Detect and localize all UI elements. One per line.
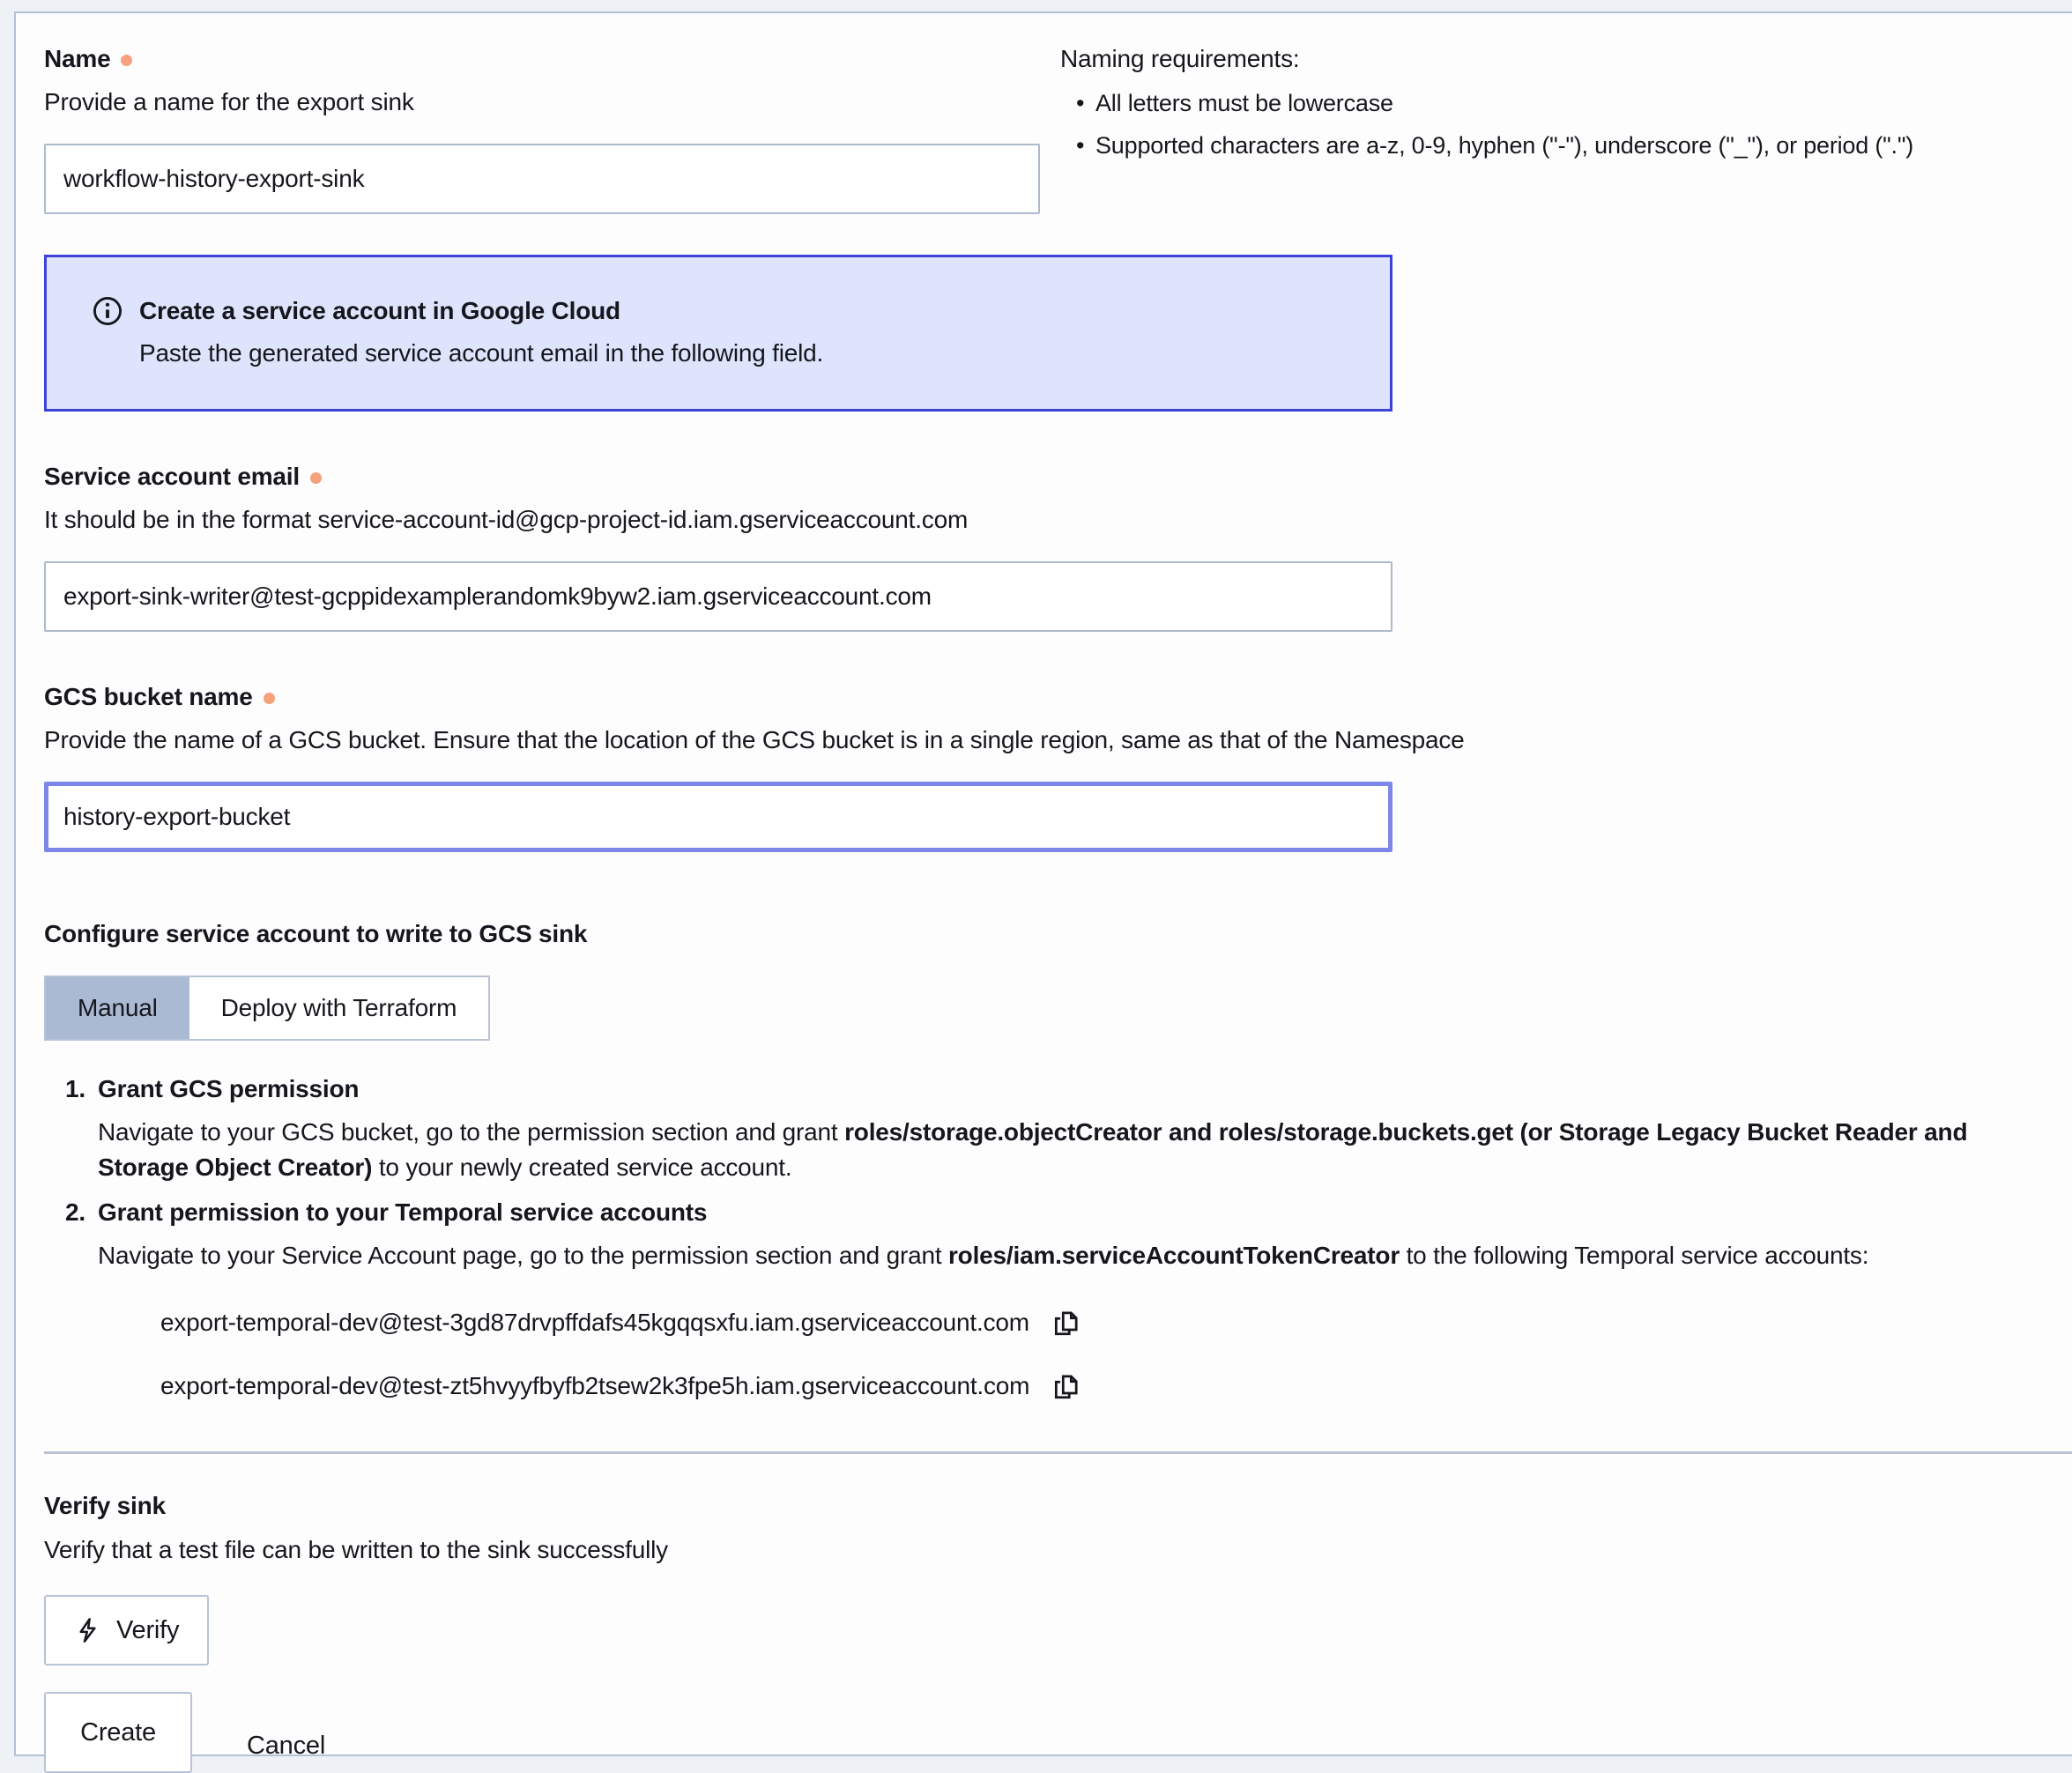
service-account-email: export-temporal-dev@test-3gd87drvpffdafs45kgqqsxfu.iam.gserviceaccount.com: [160, 1309, 1029, 1336]
info-banner-description: Paste the generated service account email in the following field.: [139, 339, 824, 367]
service-account-field-group: [44, 461, 2039, 632]
service-account-description: It should be in the format service-account-id@gcp-project-id.iam.gserviceaccount.com: [44, 506, 969, 533]
verify-button-label: Verify: [116, 1615, 180, 1644]
tab-manual[interactable]: Manual: [46, 977, 189, 1039]
naming-requirement-item: [1060, 87, 2039, 119]
configure-steps: [44, 1072, 2039, 1273]
create-button[interactable]: Create: [44, 1692, 192, 1773]
step-number: 2.: [65, 1198, 85, 1226]
name-label: Name: [44, 45, 111, 72]
bucket-description: Provide the name of a GCS bucket. Ensure that the location of the GCS bucket is in a single region, same as that of the Namespace: [44, 726, 1465, 753]
step-title: Grant GCS permission: [98, 1075, 360, 1102]
temporal-service-account-list: [44, 1305, 2039, 1404]
required-dot: [310, 472, 322, 484]
step-text-normal: Navigate to your GCS bucket, go to the permission section and grant: [98, 1118, 845, 1146]
copy-button[interactable]: [1049, 1305, 1084, 1340]
step-number: 1.: [65, 1075, 85, 1102]
verify-sink-title: Verify sink: [44, 1492, 166, 1519]
step-text-normal: to the following Temporal service accounts:: [1400, 1242, 1869, 1269]
step-text-normal: to your newly created service account.: [372, 1154, 792, 1181]
info-icon: [91, 294, 124, 328]
info-banner: [44, 255, 1392, 412]
step-text-bold: roles/storage.objectCreator and roles/storage.buckets.get (or Storage Legacy Bucket Reader and Storage Object Creator): [98, 1118, 1968, 1181]
service-account-email-input[interactable]: [44, 561, 1392, 632]
copy-button[interactable]: [1049, 1369, 1084, 1404]
top-row: [44, 43, 2039, 214]
required-dot: [121, 55, 132, 66]
bucket-label: GCS bucket name: [44, 683, 253, 710]
naming-requirement-text: Supported characters are a-z, 0-9, hyphen ("-"), underscore ("_"), or period ("."): [1095, 132, 1914, 159]
name-field-group: [44, 43, 1040, 214]
step-grant-gcs-permission: [44, 1072, 2039, 1185]
verify-sink-description: Verify that a test file can be written to the sink successfully: [44, 1536, 668, 1563]
service-account-email: export-temporal-dev@test-zt5hvyyfbyfb2tsew2k3fpe5h.iam.gserviceaccount.com: [160, 1372, 1030, 1399]
naming-requirements-title: Naming requirements:: [1060, 45, 1300, 72]
lightning-icon: [74, 1616, 102, 1644]
service-account-label: Service account email: [44, 463, 300, 490]
copy-icon: [1051, 1308, 1081, 1338]
export-sink-form-panel: [14, 11, 2072, 1760]
form-actions: [44, 1692, 2039, 1773]
tab-deploy-with-terraform[interactable]: Deploy with Terraform: [189, 977, 489, 1039]
step-text: [98, 1238, 2019, 1273]
step-text-normal: Navigate to your Service Account page, go to the permission section and grant: [98, 1242, 948, 1269]
bullet-icon: [1076, 130, 1095, 161]
divider: [44, 1451, 2072, 1454]
step-text: [98, 1115, 2019, 1185]
bucket-name-input[interactable]: [44, 782, 1392, 852]
list-item: [137, 1369, 2039, 1404]
configure-tabs: [44, 976, 490, 1041]
required-dot: [264, 693, 275, 704]
info-banner-title: Create a service account in Google Cloud: [139, 297, 620, 324]
bucket-field-group: [44, 681, 2039, 852]
cancel-button[interactable]: Cancel: [247, 1705, 325, 1761]
verify-button[interactable]: [44, 1595, 209, 1665]
step-text-bold: roles/iam.serviceAccountTokenCreator: [947, 1242, 1400, 1269]
naming-requirements: [1060, 43, 2039, 161]
naming-requirement-item: [1060, 130, 2039, 161]
step-title: Grant permission to your Temporal service accounts: [98, 1198, 708, 1226]
name-input[interactable]: [44, 144, 1040, 214]
name-description: Provide a name for the export sink: [44, 88, 414, 115]
naming-requirement-text: All letters must be lowercase: [1095, 90, 1393, 116]
list-item: [137, 1305, 2039, 1340]
copy-icon: [1051, 1371, 1081, 1401]
configure-section-title: Configure service account to write to GCS sink: [44, 920, 588, 947]
bullet-icon: [1076, 87, 1095, 119]
step-grant-temporal-permission: [44, 1196, 2039, 1273]
